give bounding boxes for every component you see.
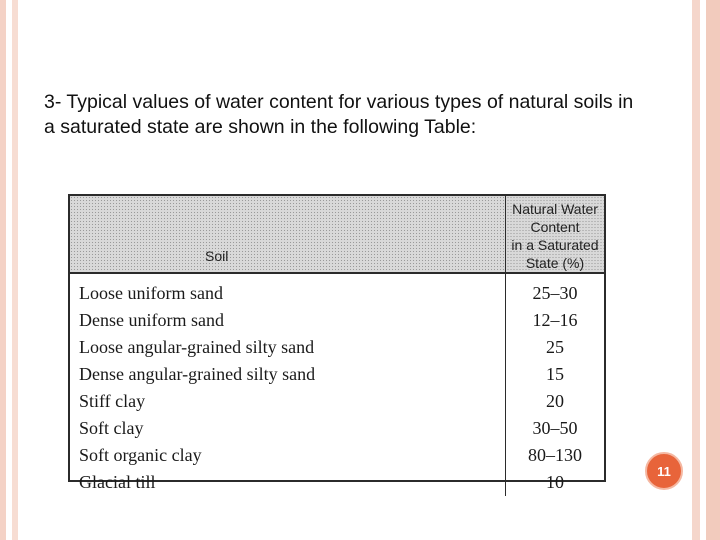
soil-name: Glacial till: [70, 469, 506, 496]
soil-name: Loose angular-grained silty sand: [70, 334, 506, 361]
table-row: [70, 442, 604, 469]
soil-name: Dense uniform sand: [70, 307, 506, 334]
water-content-value: 30–50: [532, 418, 578, 438]
water-content-table: [68, 194, 606, 492]
water-content-value: 12–16: [532, 310, 578, 330]
table-row: [70, 307, 604, 334]
water-content-value: 80–130: [528, 445, 582, 465]
header-water-content: [506, 196, 605, 273]
soil-name: Dense angular-grained silty sand: [70, 361, 506, 388]
soil-name: Soft organic clay: [70, 442, 506, 469]
page-number-badge: 11: [645, 452, 683, 490]
table-row: [70, 273, 604, 307]
water-content-value: 25–30: [532, 283, 578, 303]
header-soil: Soil: [70, 196, 506, 273]
left-border-decoration: [0, 0, 24, 540]
right-border-decoration: [686, 0, 720, 540]
header-water-line2: in a Saturated State (%): [511, 237, 599, 271]
soil-name: Stiff clay: [70, 388, 506, 415]
header-water-line1: Natural Water Content: [512, 201, 598, 235]
water-content-value: 20: [546, 391, 564, 411]
table-row: [70, 334, 604, 361]
soil-name: Soft clay: [70, 415, 506, 442]
water-content-value: 10: [546, 472, 564, 492]
table-row: [70, 469, 604, 496]
table-row: [70, 361, 604, 388]
table-row: [70, 415, 604, 442]
table-row: [70, 388, 604, 415]
soil-name: Loose uniform sand: [70, 273, 506, 307]
table-header-row: [70, 196, 604, 273]
intro-text: 3- Typical values of water content for various types of natural soils in a saturated state are shown in the following Table:: [44, 91, 634, 138]
water-content-value: 15: [546, 364, 564, 384]
water-content-value: 25: [546, 337, 564, 357]
